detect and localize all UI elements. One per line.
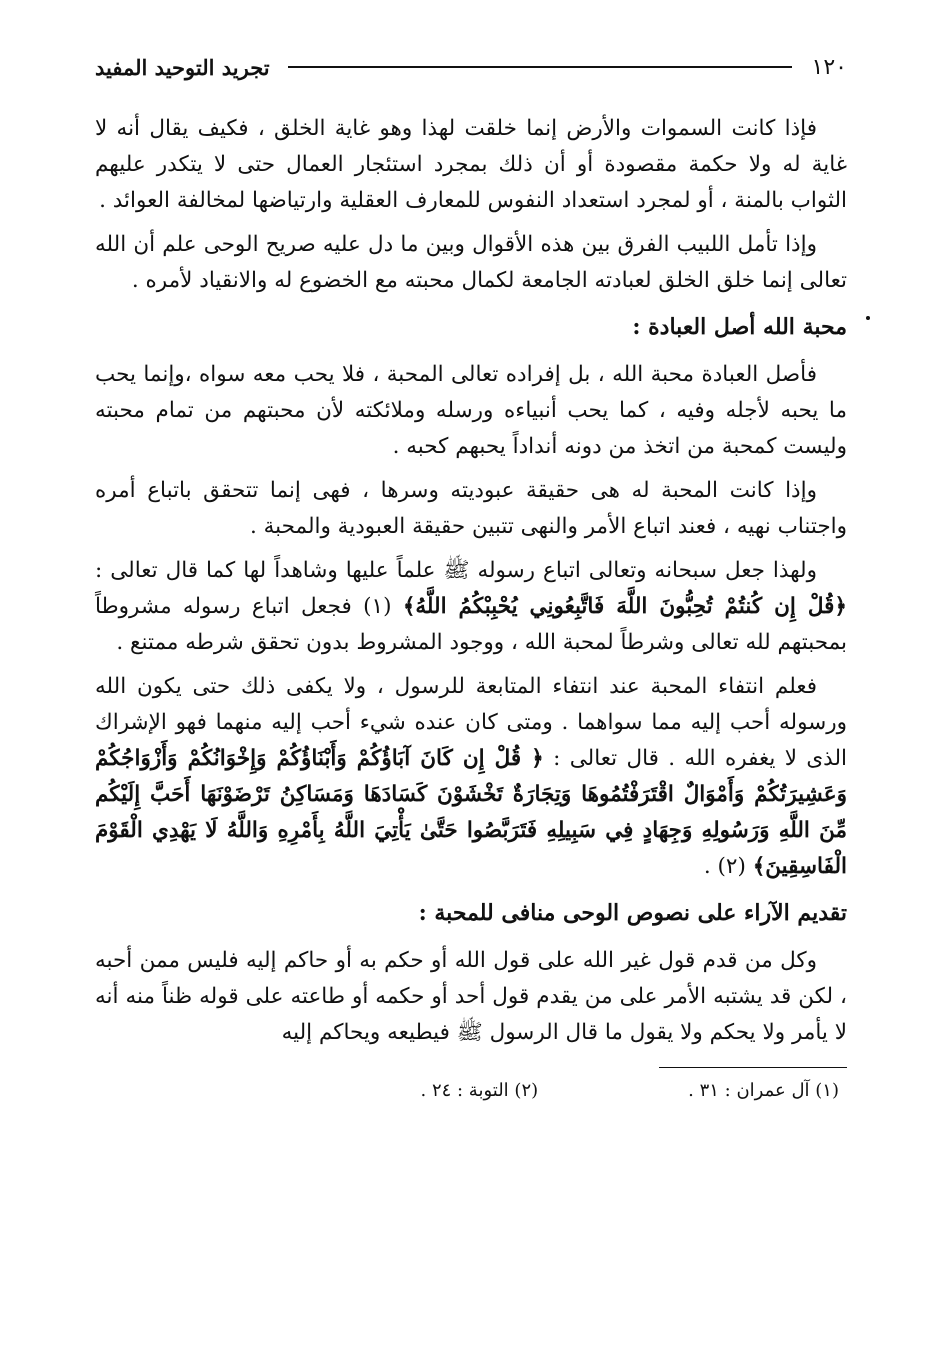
footnote: (٢) التوبة : ٢٤ . [420, 1080, 539, 1101]
paragraph: فأصل العبادة محبة الله ، بل إفراده تعالى المحبة ، فلا يحب معه سواه ،وإنما يحب ما يحبه لأجله وفيه ، كما يحب أنبياءه ورسله وملائكته لأن محبتهم من تمام محبته وليست كمحبة من اتخذ من دونه أنداداً يحبهم كحبه . [95, 362, 847, 459]
paragraph-text: (٢) . [703, 854, 753, 879]
paragraph-text: ولهذا جعل سبحانه وتعالى اتباع رسوله ﷺ علماً عليها وشاهداً لها كما قال تعالى : [95, 558, 817, 583]
section-heading: محبة الله أصل العبادة : [632, 314, 847, 340]
footnotes [95, 1080, 847, 1101]
running-title: تجريد التوحيد المفيد [95, 54, 270, 80]
book-page [95, 45, 847, 1101]
paragraph-text: (١) فجعل اتباع رسوله مشروطاً بمحبتهم لله تعالى وشرطاً لمحبة الله ، ووجود المشروط بدون تحقق شرطه ممتنع . [95, 594, 847, 655]
quran-quote: ﴿قُلْ إِن كُنتُمْ تُحِبُّونَ اللَّهَ فَاتَّبِعُونِي يُحْبِبْكُمُ اللَّهُ﴾ [402, 594, 847, 619]
margin-dot [866, 316, 870, 320]
paragraph-with-quote [95, 669, 847, 885]
paragraph: وإذا كانت المحبة له هى حقيقة عبوديته وسرها ، فهى إنما تتحقق باتباع أمره واجتناب نهيه ، فعند اتباع الأمر والنهى تتبين حقيقة العبودية والمحبة . [95, 478, 847, 539]
section-heading: تقديم الآراء على نصوص الوحى منافى للمحبة : [418, 900, 847, 926]
footnote: (١) آل عمران : ٣١ . [688, 1080, 839, 1101]
page-body [95, 111, 847, 1051]
paragraph: وإذا تأمل اللبيب الفرق بين هذه الأقوال وبين ما دل عليه صريح الوحى علم أن الله تعالى إنما خلق الخلق لعبادته الجامعة لكمال محبته مع الخضوع له والانقياد لأمره . [95, 232, 847, 293]
footnote-separator [659, 1067, 847, 1068]
paragraph-text: فعلم انتفاء المحبة عند انتفاء المتابعة للرسول ، ولا يكفى ذلك حتى يكون الله ورسوله أحب إليه مما سواهما . ومتى كان عنده شيء أحب إليه منهما فهو الإشراك الذى لا يغفره الله . قال تعالى : [95, 674, 847, 771]
page-number: ١٢٠ [811, 54, 847, 80]
paragraph: وكل من قدم قول غير الله على قول الله أو حكم به أو حاكم إليه فليس ممن أحبه ، لكن قد يشتبه الأمر على من يقدم قول أحد أو حكمه أو طاعته على قوله ظناً منه أنه لا يأمر ولا يحكم ولا يقول ما قال الرسول ﷺ فيطيعه ويحاكم إليه [95, 948, 847, 1045]
header-rule [288, 66, 792, 68]
quran-quote: ﴿ قُلْ إِن كَانَ آبَاؤُكُمْ وَأَبْنَاؤُكُمْ وَإِخْوَانُكُمْ وَأَزْوَاجُكُمْ وَعَشِيرَتُكُمْ وَأَمْوَالٌ اقْتَرَفْتُمُوهَا وَتِجَارَةٌ تَخْشَوْنَ كَسَادَهَا وَمَسَاكِنُ تَرْضَوْنَهَا أَحَبَّ إِلَيْكُم مِّنَ اللَّهِ وَرَسُولِهِ وَجِهَادٍ فِي سَبِيلِهِ فَتَرَبَّصُوا حَتَّىٰ يَأْتِيَ اللَّهُ بِأَمْرِهِ وَاللَّهُ لَا يَهْدِي الْقَوْمَ الْفَاسِقِينَ﴾ [95, 746, 847, 879]
paragraph: فإذا كانت السموات والأرض إنما خلقت لهذا وهو غاية الخلق ، فكيف يقال أنه لا غاية له ولا حكمة مقصودة أو أن ذلك بمجرد استئجار العمال حتى لا يتكدر عليهم الثواب بالمنة ، أو لمجرد استعداد النفوس للمعارف العقلية وارتياضها لمخالفة العوائد . [95, 116, 847, 213]
page-header [95, 45, 847, 89]
paragraph-with-quote [95, 553, 847, 661]
